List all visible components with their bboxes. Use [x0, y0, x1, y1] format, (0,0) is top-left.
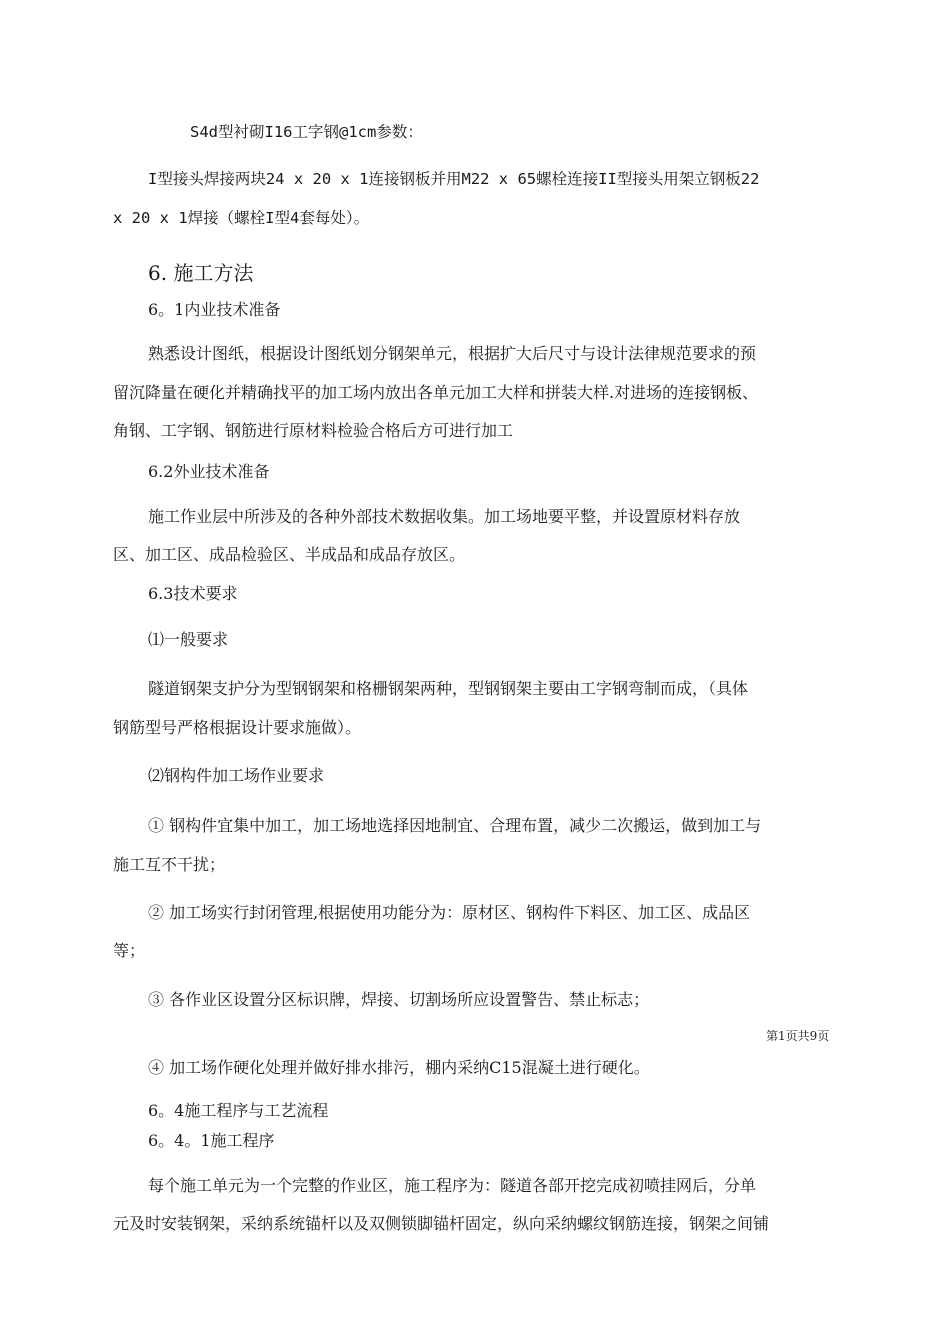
item-heading: ⑵钢构件加工场作业要求	[148, 766, 325, 785]
list-item: ② 加工场实行封闭管理,根据使用功能分为：原材区、钢构件下料区、加工区、成品区	[148, 903, 751, 922]
text-line: 元及时安装钢架，采纳系统锚杆以及双侧锁脚锚杆固定，纵向采纳螺纹钢筋连接，钢架之间铺	[113, 1214, 770, 1233]
list-item: ③ 各作业区设置分区标识牌，焊接、切割场所应设置警告、禁止标志；	[148, 990, 650, 1009]
text-line: 每个施工单元为一个完整的作业区，施工程序为：隧道各部开挖完成初喷挂网后，分单	[148, 1176, 757, 1195]
subsection-heading: 6。1内业技术准备	[148, 300, 281, 319]
text-line: 钢筋型号严格根据设计要求施做）。	[113, 718, 362, 737]
text-line: 隧道钢架支护分为型钢钢架和格栅钢架两种，型钢钢架主要由工字钢弯制而成，（具体	[148, 679, 749, 698]
list-item: ① 钢构件宜集中加工，加工场地选择因地制宜、合理布置，减少二次搬运，做到加工与	[148, 816, 762, 835]
list-item: ④ 加工场作硬化处理并做好排水排污，棚内采纳C15混凝土进行硬化。	[148, 1058, 650, 1077]
text-line: 留沉降量在硬化并精确找平的加工场内放出各单元加工大样和拼装大样.对进场的连接钢板、	[113, 383, 759, 402]
subsection-heading: 6。4施工程序与工艺流程	[148, 1101, 329, 1120]
text-line: 施工作业层中所涉及的各种外部技术数据收集。加工场地要平整，并设置原材料存放	[148, 507, 741, 526]
subsection-heading: 6。4。1施工程序	[148, 1131, 275, 1150]
text-line: 熟悉设计图纸，根据设计图纸划分钢架单元，根据扩大后尺寸与设计法律规范要求的预	[148, 344, 757, 363]
text-line: x 20 x 1焊接（螺栓I型4套每处）。	[113, 209, 370, 227]
text-line: 施工互不干扰；	[113, 855, 226, 874]
section-heading: 6. 施工方法	[148, 261, 254, 285]
text-line: S4d型衬砌I16工字钢@1cm参数：	[190, 123, 423, 141]
subsection-heading: 6.2外业技术准备	[148, 462, 270, 481]
text-line: I型接头焊接两块24 x 20 x 1连接钢板并用M22 x 65螺栓连接II型接头用架立钢板22	[148, 170, 760, 188]
text-line: 区、加工区、成品检验区、半成品和成品存放区。	[113, 545, 466, 564]
text-line: 角钢、工字钢、钢筋进行原材料检验合格后方可进行加工	[113, 421, 514, 440]
text-line: 等；	[113, 941, 146, 960]
page-footer: 第1页共9页	[766, 1029, 830, 1043]
item-heading: ⑴一般要求	[148, 630, 229, 649]
subsection-heading: 6.3技术要求	[148, 584, 238, 603]
